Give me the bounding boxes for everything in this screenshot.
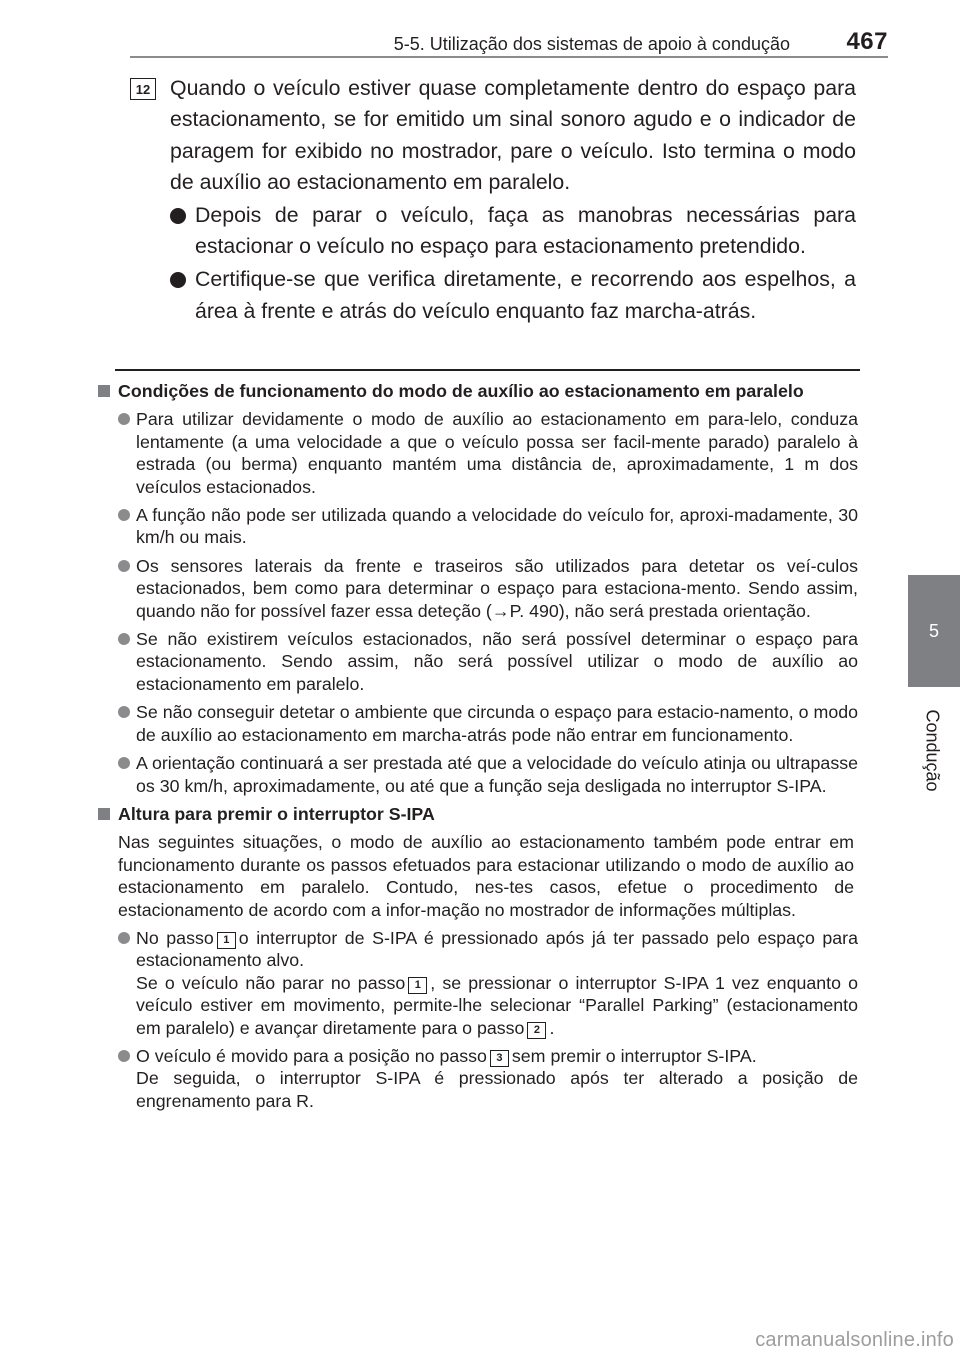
section-heading xyxy=(98,803,858,825)
square-bullet-icon xyxy=(98,808,110,820)
note-item xyxy=(98,927,858,1039)
section-divider xyxy=(115,369,860,371)
circle-bullet-icon xyxy=(118,757,130,769)
note-text: A função não pode ser utilizada quando a velocidade do veículo for, aproxi-madamente, 30 km/h ou mais. xyxy=(136,505,858,548)
note-text: Os sensores laterais da frente e traseiros são utilizados para detetar os veí-culos estacionados, bem como para determinar o espaço para estaciona-mento. Sendo assim, quando não for possível fazer essa deteção (→P. 490), não será prestada orientação. xyxy=(136,555,858,621)
step-bullet-text: Depois de parar o veículo, faça as manobras necessárias para estacionar o veículo no espaço para estacionamento pretendido. xyxy=(195,202,856,259)
note-text: . xyxy=(549,1017,555,1038)
note-text: De seguida, o interruptor S-IPA é pressionado após ter alterado a posição de engrenamento para R. xyxy=(136,1068,858,1111)
note-text: o interruptor de S-IPA é pressionado após já ter passado pelo espaço para estacionamento alvo. xyxy=(136,927,858,971)
note-text: No passo xyxy=(136,927,214,948)
note-text: Se não conseguir detetar o ambiente que circunda o espaço para estacio-namento, o modo de auxílio ao estacionamento em marcha-atrás pode não entrar em funcionamento. xyxy=(136,702,858,745)
step-reference-box: 1 xyxy=(408,977,427,994)
note-text: Para utilizar devidamente o modo de auxílio ao estacionamento em para-lelo, conduza lentamente (a uma velocidade a que o veículo possa ser facil-mente parado) paralelo à estrada (ou berma) enquanto mantém uma distância de, aproximadamente, 1 m dos veículos estacionados. xyxy=(136,409,858,497)
note-item xyxy=(98,555,858,622)
note-text: Se não existirem veículos estacionados, não será possível determinar o espaço para estacionamento. Sendo assim, não será possível utilizar o modo de auxílio ao estacionamento em paralelo. xyxy=(136,629,858,694)
chapter-label xyxy=(922,700,942,800)
section-title: 5-5. Utilização dos sistemas de apoio à condução xyxy=(393,34,790,54)
step-bullet-text: Certifique-se que verifica diretamente, e recorrendo aos espelhos, a área à frente e atrás do veículo enquanto faz marcha-atrás. xyxy=(195,267,856,323)
circle-bullet-icon xyxy=(118,633,130,645)
note-text: sem premir o interruptor S-IPA. xyxy=(511,1045,757,1066)
chapter-number: 5 xyxy=(928,620,939,641)
intro-paragraph: Nas seguintes situações, o modo de auxílio ao estacionamento também pode entrar em funcionamento durante os passos efetuados para estacionar utilizando o modo de auxílio ao estacionamento em paralelo. Contudo, nes-tes casos, efetue o procedimento de estacionamento de acordo com a infor-mação no mostrador de informações múltiplas. xyxy=(118,832,854,920)
step-reference-box: 2 xyxy=(527,1022,546,1039)
circle-bullet-icon xyxy=(118,706,130,718)
step-text: Quando o veículo estiver quase completamente dentro do espaço para estacionamento, se for emitido um sinal sonoro agudo e o indicador de paragem for exibido no mostrador, pare o veículo. Isto termina o modo de auxílio ao estacionamento em paralelo. xyxy=(170,76,856,195)
note-text: Se o veículo não parar no passo xyxy=(136,972,406,993)
step-bullet xyxy=(170,264,856,327)
circle-bullet-icon xyxy=(118,509,130,521)
bullet-dot-icon xyxy=(170,208,186,224)
note-item xyxy=(98,408,858,498)
circle-bullet-icon xyxy=(118,932,130,944)
note-item xyxy=(98,628,858,695)
note-item xyxy=(98,1045,858,1112)
chapter-label-text: Condução xyxy=(922,708,943,792)
notes-area xyxy=(98,380,858,1118)
header-rule xyxy=(130,56,888,58)
step-bullets xyxy=(170,200,856,328)
step-reference-box: 1 xyxy=(217,932,236,949)
step-reference-box: 3 xyxy=(490,1050,509,1067)
section-heading xyxy=(98,380,858,402)
section-heading-text: Condições de funcionamento do modo de auxílio ao estacionamento em paralelo xyxy=(118,381,804,401)
square-bullet-icon xyxy=(98,385,110,397)
chapter-tab xyxy=(908,575,960,687)
note-item xyxy=(98,752,858,797)
note-item xyxy=(98,504,858,549)
note-text: O veículo é movido para a posição no passo xyxy=(136,1045,487,1066)
page-header xyxy=(0,0,960,60)
circle-bullet-icon xyxy=(118,413,130,425)
watermark: carmanualsonline.info xyxy=(755,1329,954,1351)
page-number: 467 xyxy=(846,28,888,55)
section-heading-text: Altura para premir o interruptor S-IPA xyxy=(118,803,435,824)
step-number-box: 12 xyxy=(130,78,156,100)
note-item xyxy=(98,701,858,746)
note-text: A orientação continuará a ser prestada até que a velocidade do veículo atinja ou ultrapasse os 30 km/h, aproximadamente, ou até que a função seja desligada no interruptor S-IPA. xyxy=(136,753,858,796)
circle-bullet-icon xyxy=(118,560,130,572)
note-text: , se pressionar o interruptor S-IPA 1 vez enquanto o veículo estiver em movimento, permite-lhe selecionar “Parallel Parking” (estacionamento em paralelo) e avançar diretamente para o passo xyxy=(136,972,858,1038)
step-block xyxy=(170,73,856,329)
bullet-dot-icon xyxy=(170,272,186,288)
step-bullet xyxy=(170,200,856,263)
circle-bullet-icon xyxy=(118,1050,130,1062)
